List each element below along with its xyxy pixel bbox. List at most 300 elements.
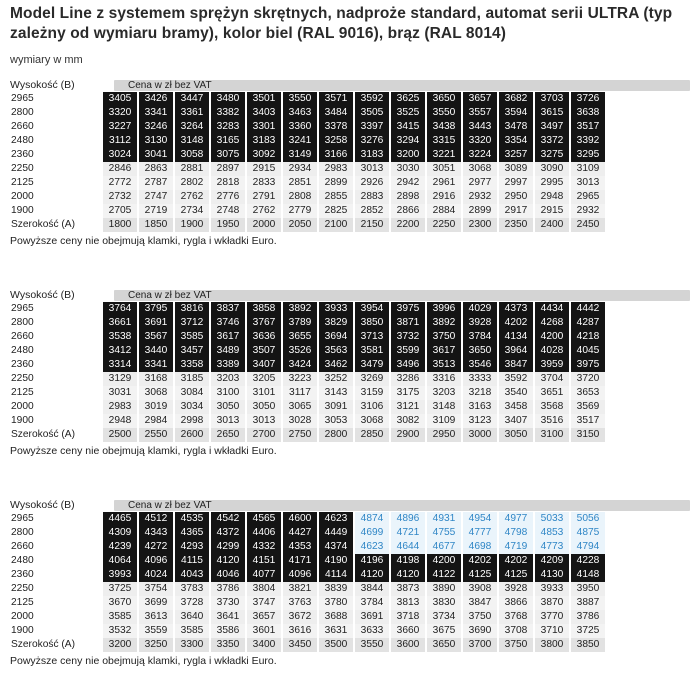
price-cell: 2915 <box>535 204 571 218</box>
price-cell: 4406 <box>247 526 283 540</box>
price-cell: 4171 <box>283 554 319 568</box>
width-value: 3000 <box>463 428 499 442</box>
price-cell: 3615 <box>535 106 571 120</box>
height-value: 2800 <box>10 526 103 540</box>
price-cell: 3557 <box>463 106 499 120</box>
price-cell: 3218 <box>463 386 499 400</box>
price-cell: 3091 <box>319 400 355 414</box>
height-value: 1900 <box>10 624 103 638</box>
price-cell: 3691 <box>139 316 175 330</box>
width-value: 3750 <box>499 638 535 652</box>
price-cell: 2950 <box>499 190 535 204</box>
height-value: 2480 <box>10 554 103 568</box>
price-cell: 3585 <box>175 330 211 344</box>
price-cell: 4353 <box>283 540 319 554</box>
price-cell: 3728 <box>175 596 211 610</box>
price-cell: 3870 <box>535 596 571 610</box>
price-cell: 2787 <box>139 176 175 190</box>
price-cell: 3392 <box>571 134 607 148</box>
price-cell: 3185 <box>175 372 211 386</box>
price-cell: 3657 <box>463 92 499 106</box>
price-cell: 2762 <box>175 190 211 204</box>
price-cell: 3725 <box>103 582 139 596</box>
price-cell: 3871 <box>391 316 427 330</box>
price-cell: 2734 <box>175 204 211 218</box>
price-cell: 2851 <box>283 176 319 190</box>
price-cell: 3354 <box>499 134 535 148</box>
price-cell: 3294 <box>391 134 427 148</box>
price-cell: 4096 <box>283 568 319 582</box>
price-cell: 3784 <box>463 330 499 344</box>
price-cell: 3148 <box>427 400 463 414</box>
price-cell: 4029 <box>463 302 499 316</box>
price-cell: 3148 <box>175 134 211 148</box>
price-cell: 3101 <box>247 386 283 400</box>
width-value: 1850 <box>139 218 175 232</box>
price-cell: 3631 <box>319 624 355 638</box>
price-cell: 3675 <box>427 624 463 638</box>
price-cell: 3100 <box>211 386 247 400</box>
price-cell: 2776 <box>211 190 247 204</box>
width-value: 3500 <box>319 638 355 652</box>
table-row <box>10 176 607 190</box>
price-cell: 4374 <box>319 540 355 554</box>
price-cell: 3264 <box>175 120 211 134</box>
price-cell: 4535 <box>175 512 211 526</box>
width-value: 2750 <box>283 428 319 442</box>
price-cell: 2948 <box>535 190 571 204</box>
price-cell: 3241 <box>283 134 319 148</box>
table-row <box>10 204 607 218</box>
price-cell: 3497 <box>535 120 571 134</box>
price-cell: 3221 <box>427 148 463 162</box>
price-cell: 3030 <box>391 162 427 176</box>
table-row <box>10 624 607 638</box>
price-cell: 3996 <box>427 302 463 316</box>
price-cell: 4196 <box>355 554 391 568</box>
price-note: Powyższe ceny nie obejmują klamki, rygla i wkładki Euro. <box>10 445 277 457</box>
price-cell: 3517 <box>571 120 607 134</box>
price-cell: 3708 <box>499 624 535 638</box>
price-cell: 3653 <box>571 386 607 400</box>
price-cell: 3713 <box>355 330 391 344</box>
price-cell: 2705 <box>103 204 139 218</box>
price-cell: 3567 <box>139 330 175 344</box>
price-cell: 4896 <box>391 512 427 526</box>
price-cell: 5033 <box>535 512 571 526</box>
price-cell: 3501 <box>247 92 283 106</box>
table-row <box>10 106 607 120</box>
price-cell: 2846 <box>103 162 139 176</box>
table-row <box>10 120 607 134</box>
price-cell: 4045 <box>571 344 607 358</box>
price-cell: 4202 <box>499 554 535 568</box>
table-row <box>10 316 607 330</box>
price-cell: 3688 <box>319 610 355 624</box>
price-cell: 4600 <box>283 512 319 526</box>
height-value: 2965 <box>10 512 103 526</box>
price-cell: 2965 <box>571 190 607 204</box>
price-cell: 3691 <box>355 610 391 624</box>
price-cell: 3887 <box>571 596 607 610</box>
price-cell: 4372 <box>211 526 247 540</box>
price-cell: 3550 <box>283 92 319 106</box>
price-cell: 3718 <box>391 610 427 624</box>
price-cell: 2772 <box>103 176 139 190</box>
height-value: 2000 <box>10 400 103 414</box>
price-cell: 4024 <box>139 568 175 582</box>
width-value: 3800 <box>535 638 571 652</box>
price-cell: 2818 <box>211 176 247 190</box>
price-cell: 3024 <box>103 148 139 162</box>
price-cell: 3075 <box>211 148 247 162</box>
price-cell: 3034 <box>175 400 211 414</box>
price-cell: 3507 <box>247 344 283 358</box>
price-cell: 2855 <box>319 190 355 204</box>
width-value: 2850 <box>355 428 391 442</box>
price-cell: 3585 <box>175 624 211 638</box>
price-cell: 3513 <box>427 358 463 372</box>
price-cell: 3462 <box>319 358 355 372</box>
price-cell: 3559 <box>139 624 175 638</box>
price-cell: 3933 <box>319 302 355 316</box>
price-cell: 3320 <box>463 134 499 148</box>
price-cell: 4442 <box>571 302 607 316</box>
width-value: 3450 <box>283 638 319 652</box>
height-header-label: Wysokość (B) <box>10 79 75 91</box>
price-cell: 2825 <box>319 204 355 218</box>
height-value: 2480 <box>10 134 103 148</box>
price-cell: 3754 <box>139 582 175 596</box>
price-cell: 4293 <box>175 540 211 554</box>
price-cell: 4200 <box>427 554 463 568</box>
price-cell: 3592 <box>499 372 535 386</box>
price-cell: 4719 <box>499 540 535 554</box>
price-cell: 3397 <box>355 120 391 134</box>
price-cell: 3068 <box>463 162 499 176</box>
price-cell: 4096 <box>139 554 175 568</box>
height-value: 2125 <box>10 386 103 400</box>
price-grid <box>10 92 607 232</box>
price-header-label: Cena w zł bez VAT <box>128 290 212 301</box>
price-cell: 2881 <box>175 162 211 176</box>
price-cell: 4209 <box>535 554 571 568</box>
height-value: 2660 <box>10 540 103 554</box>
price-cell: 3200 <box>391 148 427 162</box>
width-header-label: Szerokość (A) <box>10 638 103 652</box>
width-row <box>10 638 607 652</box>
price-cell: 2791 <box>247 190 283 204</box>
price-cell: 3068 <box>355 414 391 428</box>
price-cell: 3223 <box>283 372 319 386</box>
price-cell: 3837 <box>211 302 247 316</box>
price-cell: 3457 <box>175 344 211 358</box>
width-value: 2450 <box>571 218 607 232</box>
price-cell: 3205 <box>247 372 283 386</box>
width-value: 2300 <box>463 218 499 232</box>
price-cell: 3315 <box>427 134 463 148</box>
price-cell: 3050 <box>247 400 283 414</box>
price-cell: 4130 <box>535 568 571 582</box>
price-cell: 3092 <box>247 148 283 162</box>
price-cell: 4125 <box>499 568 535 582</box>
units-label: wymiary w mm <box>10 54 83 66</box>
price-cell: 4332 <box>247 540 283 554</box>
price-cell: 3013 <box>211 414 247 428</box>
price-cell: 3440 <box>139 344 175 358</box>
width-value: 2800 <box>319 428 355 442</box>
price-cell: 4698 <box>463 540 499 554</box>
height-header-label: Wysokość (B) <box>10 499 75 511</box>
price-cell: 3933 <box>535 582 571 596</box>
price-cell: 3117 <box>283 386 319 400</box>
price-cell: 3041 <box>139 148 175 162</box>
width-value: 2600 <box>175 428 211 442</box>
price-cell: 3699 <box>139 596 175 610</box>
height-value: 2250 <box>10 582 103 596</box>
price-cell: 4198 <box>391 554 427 568</box>
price-header-label: Cena w zł bez VAT <box>128 500 212 511</box>
height-header-label: Wysokość (B) <box>10 289 75 301</box>
price-cell: 3858 <box>247 302 283 316</box>
price-cell: 4202 <box>499 316 535 330</box>
table-row <box>10 400 607 414</box>
price-cell: 3712 <box>175 316 211 330</box>
price-cell: 4931 <box>427 512 463 526</box>
width-value: 1950 <box>211 218 247 232</box>
table-row <box>10 134 607 148</box>
price-cell: 3908 <box>463 582 499 596</box>
width-value: 2650 <box>211 428 247 442</box>
price-cell: 4954 <box>463 512 499 526</box>
price-cell: 3704 <box>535 372 571 386</box>
price-cell: 4434 <box>535 302 571 316</box>
height-value: 2965 <box>10 302 103 316</box>
price-cell: 3013 <box>571 176 607 190</box>
table-row <box>10 372 607 386</box>
price-cell: 3286 <box>391 372 427 386</box>
price-cell: 3372 <box>535 134 571 148</box>
price-cell: 5056 <box>571 512 607 526</box>
price-cell: 3690 <box>463 624 499 638</box>
price-cell: 3415 <box>391 120 427 134</box>
price-cell: 3484 <box>319 106 355 120</box>
price-cell: 4043 <box>175 568 211 582</box>
price-cell: 3183 <box>355 148 391 162</box>
price-cell: 3616 <box>283 624 319 638</box>
price-cell: 4120 <box>391 568 427 582</box>
price-cell: 3183 <box>247 134 283 148</box>
width-value: 3250 <box>139 638 175 652</box>
price-cell: 4623 <box>355 540 391 554</box>
price-cell: 3795 <box>139 302 175 316</box>
price-cell: 3959 <box>535 358 571 372</box>
width-value: 2000 <box>247 218 283 232</box>
price-cell: 3651 <box>535 386 571 400</box>
price-cell: 3341 <box>139 358 175 372</box>
price-header-bar <box>114 290 690 301</box>
price-cell: 3112 <box>103 134 139 148</box>
table-row <box>10 568 607 582</box>
price-cell: 4134 <box>499 330 535 344</box>
price-cell: 2852 <box>355 204 391 218</box>
price-cell: 3320 <box>103 106 139 120</box>
price-cell: 2732 <box>103 190 139 204</box>
price-cell: 4115 <box>175 554 211 568</box>
price-cell: 4874 <box>355 512 391 526</box>
price-cell: 3641 <box>211 610 247 624</box>
price-cell: 3447 <box>175 92 211 106</box>
table-row <box>10 582 607 596</box>
price-cell: 3378 <box>319 120 355 134</box>
price-cell: 3873 <box>391 582 427 596</box>
price-grid <box>10 512 607 652</box>
price-cell: 3655 <box>283 330 319 344</box>
width-value: 2150 <box>355 218 391 232</box>
price-cell: 2899 <box>463 204 499 218</box>
price-grid <box>10 302 607 442</box>
price-cell: 4028 <box>535 344 571 358</box>
price-cell: 3928 <box>463 316 499 330</box>
price-cell: 2934 <box>283 162 319 176</box>
price-cell: 3829 <box>319 316 355 330</box>
price-cell: 3890 <box>427 582 463 596</box>
price-cell: 3789 <box>283 316 319 330</box>
table-row <box>10 344 607 358</box>
price-cell: 3517 <box>571 414 607 428</box>
price-header-bar <box>114 80 690 91</box>
price-cell: 3489 <box>211 344 247 358</box>
table-row <box>10 526 607 540</box>
height-value: 2125 <box>10 176 103 190</box>
width-value: 1800 <box>103 218 139 232</box>
price-cell: 3585 <box>103 610 139 624</box>
width-value: 2050 <box>283 218 319 232</box>
width-value: 2950 <box>427 428 463 442</box>
table-row <box>10 596 607 610</box>
price-cell: 3053 <box>319 414 355 428</box>
price-cell: 3121 <box>391 400 427 414</box>
width-value: 2500 <box>103 428 139 442</box>
price-cell: 3563 <box>319 344 355 358</box>
price-cell: 4623 <box>319 512 355 526</box>
price-cell: 3975 <box>391 302 427 316</box>
price-cell: 3412 <box>103 344 139 358</box>
price-cell: 3516 <box>535 414 571 428</box>
price-cell: 3586 <box>211 624 247 638</box>
price-cell: 3732 <box>391 330 427 344</box>
price-cell: 4512 <box>139 512 175 526</box>
price-cell: 3458 <box>499 400 535 414</box>
price-cell: 2779 <box>283 204 319 218</box>
price-cell: 4046 <box>211 568 247 582</box>
table-row <box>10 190 607 204</box>
price-cell: 3496 <box>391 358 427 372</box>
width-value: 2100 <box>319 218 355 232</box>
price-cell: 2942 <box>391 176 427 190</box>
price-cell: 2961 <box>427 176 463 190</box>
price-cell: 3783 <box>175 582 211 596</box>
price-cell: 3813 <box>391 596 427 610</box>
price-cell: 3928 <box>499 582 535 596</box>
height-value: 2360 <box>10 148 103 162</box>
price-cell: 4120 <box>355 568 391 582</box>
price-cell: 4151 <box>247 554 283 568</box>
price-cell: 3068 <box>139 386 175 400</box>
table-row <box>10 148 607 162</box>
price-cell: 3123 <box>463 414 499 428</box>
price-cell: 3725 <box>571 624 607 638</box>
price-cell: 3768 <box>499 610 535 624</box>
price-cell: 3847 <box>499 358 535 372</box>
table-row <box>10 540 607 554</box>
price-cell: 4299 <box>211 540 247 554</box>
price-cell: 4228 <box>571 554 607 568</box>
price-cell: 3581 <box>355 344 391 358</box>
price-cell: 2932 <box>571 204 607 218</box>
price-cell: 3954 <box>355 302 391 316</box>
price-cell: 3780 <box>319 596 355 610</box>
price-cell: 4120 <box>211 554 247 568</box>
price-cell: 4239 <box>103 540 139 554</box>
table-row <box>10 330 607 344</box>
price-cell: 4794 <box>571 540 607 554</box>
price-cell: 3650 <box>463 344 499 358</box>
price-cell: 4064 <box>103 554 139 568</box>
price-cell: 3866 <box>499 596 535 610</box>
price-cell: 3065 <box>283 400 319 414</box>
price-cell: 3246 <box>139 120 175 134</box>
price-cell: 3050 <box>211 400 247 414</box>
width-value: 3550 <box>355 638 391 652</box>
price-cell: 3657 <box>247 610 283 624</box>
price-cell: 2802 <box>175 176 211 190</box>
price-cell: 3786 <box>211 582 247 596</box>
price-cell: 3275 <box>535 148 571 162</box>
price-cell: 3540 <box>499 386 535 400</box>
width-value: 3700 <box>463 638 499 652</box>
page-title: Model Line z systemem sprężyn skrętnych, nadproże standard, automat serii ULTRA (typ zależny od wymiaru bramy), kolor biel (RAL 9016), brąz (RAL 8014) <box>10 5 673 42</box>
price-cell: 3051 <box>427 162 463 176</box>
price-cell: 4343 <box>139 526 175 540</box>
height-value: 2125 <box>10 596 103 610</box>
price-cell: 2977 <box>463 176 499 190</box>
price-cell: 2995 <box>535 176 571 190</box>
price-cell: 4200 <box>535 330 571 344</box>
table-row <box>10 386 607 400</box>
price-cell: 3301 <box>247 120 283 134</box>
price-cell: 4449 <box>319 526 355 540</box>
price-cell: 2998 <box>175 414 211 428</box>
price-cell: 2833 <box>247 176 283 190</box>
price-cell: 4542 <box>211 512 247 526</box>
price-cell: 3166 <box>319 148 355 162</box>
width-value: 3200 <box>103 638 139 652</box>
width-value: 2700 <box>247 428 283 442</box>
price-cell: 3159 <box>355 386 391 400</box>
price-cell: 4148 <box>571 568 607 582</box>
price-cell: 3360 <box>283 120 319 134</box>
table-header <box>10 289 690 302</box>
price-cell: 2915 <box>247 162 283 176</box>
height-value: 1900 <box>10 414 103 428</box>
width-value: 2900 <box>391 428 427 442</box>
price-cell: 3640 <box>175 610 211 624</box>
price-cell: 3333 <box>463 372 499 386</box>
price-cell: 3405 <box>103 92 139 106</box>
width-value: 2550 <box>139 428 175 442</box>
price-cell: 4677 <box>427 540 463 554</box>
